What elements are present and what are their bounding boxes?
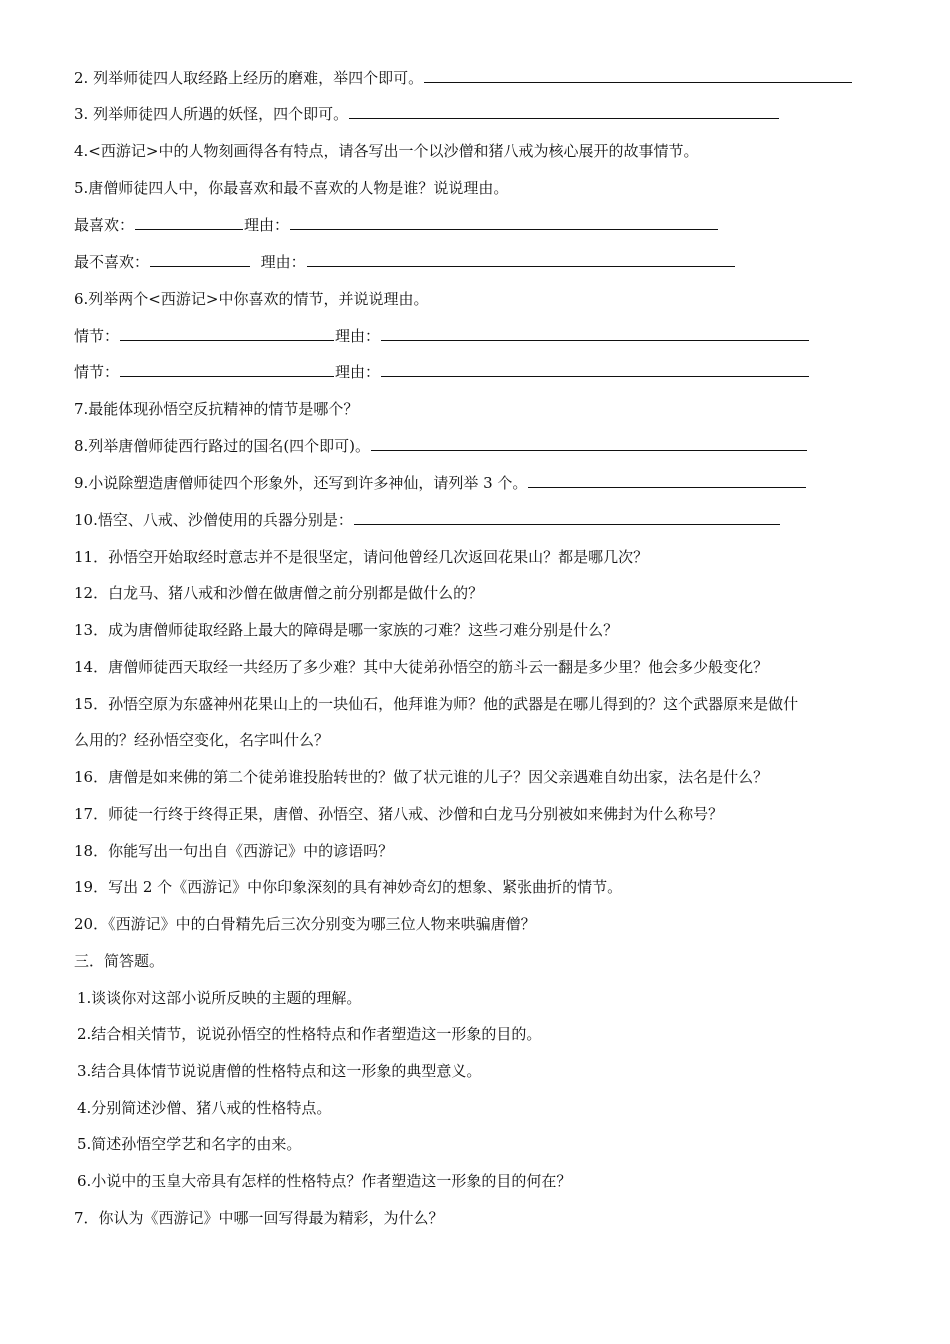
reason-blank[interactable]: [381, 325, 809, 341]
question-9: 9.小说除塑造唐僧师徒四个形象外，还写到许多神仙，请列举 3 个。: [74, 472, 807, 494]
answer-blank[interactable]: [528, 472, 806, 488]
favorite-row: 最喜欢： 理由：: [74, 214, 719, 236]
question-7: 7.最能体现孙悟空反抗精神的情节是哪个？: [74, 400, 359, 418]
plot-row-2: 情节： 理由：: [74, 361, 810, 383]
section-3-heading: 三．简答题。: [74, 952, 165, 970]
short-answer-4: 4.分别简述沙僧、猪八戒的性格特点。: [77, 1099, 332, 1117]
question-2: 2. 列举师徒四人取经路上经历的磨难，举四个即可。: [74, 67, 853, 89]
answer-blank[interactable]: [424, 67, 852, 83]
question-11: 11．孙悟空开始取经时意志并不是很坚定，请问他曾经几次返回花果山？都是哪几次？: [74, 548, 649, 566]
reason-blank[interactable]: [381, 361, 809, 377]
question-4: 4.<西游记>中的人物刻画得各有特点，请各写出一个以沙僧和猪八戒为核心展开的故事情节。: [74, 142, 699, 160]
short-answer-2: 2.结合相关情节，说说孙悟空的性格特点和作者塑造这一形象的目的。: [77, 1025, 542, 1043]
short-answer-3: 3.结合具体情节说说唐僧的性格特点和这一形象的典型意义。: [77, 1062, 482, 1080]
plot-blank[interactable]: [120, 325, 334, 341]
question-15: 15．孙悟空原为东盛神州花果山上的一块仙石，他拜谁为师？他的武器是在哪儿得到的？这个武器原来是做什: [74, 695, 799, 713]
question-19: 19．写出 2 个《西游记》中你印象深刻的具有神妙奇幻的想象、紧张曲折的情节。: [74, 878, 623, 896]
answer-blank[interactable]: [371, 435, 807, 451]
question-17: 17．师徒一行终于终得正果，唐僧、孙悟空、猪八戒、沙僧和白龙马分别被如来佛封为什么称号？: [74, 805, 724, 823]
question-20: 20．《西游记》中的白骨精先后三次分别变为哪三位人物来哄骗唐僧？: [74, 915, 536, 933]
question-3: 3. 列举师徒四人所遇的妖怪，四个即可。: [74, 103, 780, 125]
short-answer-5: 5.简述孙悟空学艺和名字的由来。: [77, 1135, 302, 1153]
question-12: 12．白龙马、猪八戒和沙僧在做唐僧之前分别都是做什么的？: [74, 584, 484, 602]
short-answer-7: 7．你认为《西游记》中哪一回写得最为精彩，为什么？: [74, 1209, 444, 1227]
answer-blank[interactable]: [349, 103, 779, 119]
least-favorite-row: 最不喜欢： 理由：: [74, 251, 736, 273]
plot-blank[interactable]: [120, 361, 334, 377]
reason-blank[interactable]: [290, 214, 718, 230]
question-10: 10.悟空、八戒、沙僧使用的兵器分别是：: [74, 509, 781, 531]
question-6: 6.列举两个<西游记>中你喜欢的情节，并说说理由。: [74, 290, 429, 308]
short-answer-1: 1.谈谈你对这部小说所反映的主题的理解。: [77, 989, 362, 1007]
favorite-blank[interactable]: [135, 214, 243, 230]
question-18: 18．你能写出一句出自《西游记》中的谚语吗？: [74, 842, 394, 860]
question-14: 14．唐僧师徒西天取经一共经历了多少难？其中大徒弟孙悟空的筋斗云一翻是多少里？他会多少般变化？: [74, 658, 769, 676]
least-favorite-blank[interactable]: [150, 251, 250, 267]
reason-blank[interactable]: [307, 251, 735, 267]
answer-blank[interactable]: [354, 509, 780, 525]
question-13: 13．成为唐僧师徒取经路上最大的障碍是哪一家族的刁难？这些刁难分别是什么？: [74, 621, 619, 639]
question-16: 16．唐僧是如来佛的第二个徒弟谁投胎转世的？做了状元谁的儿子？因父亲遇难自幼出家，法名是什么？: [74, 768, 769, 786]
short-answer-6: 6.小说中的玉皇大帝具有怎样的性格特点？作者塑造这一形象的目的何在？: [77, 1172, 572, 1190]
question-8: 8.列举唐僧师徒西行路过的国名(四个即可)。: [74, 435, 808, 457]
question-5: 5.唐僧师徒四人中，你最喜欢和最不喜欢的人物是谁？说说理由。: [74, 179, 509, 197]
question-15-continued: 么用的？经孙悟空变化，名字叫什么？: [74, 731, 330, 749]
plot-row-1: 情节： 理由：: [74, 325, 810, 347]
